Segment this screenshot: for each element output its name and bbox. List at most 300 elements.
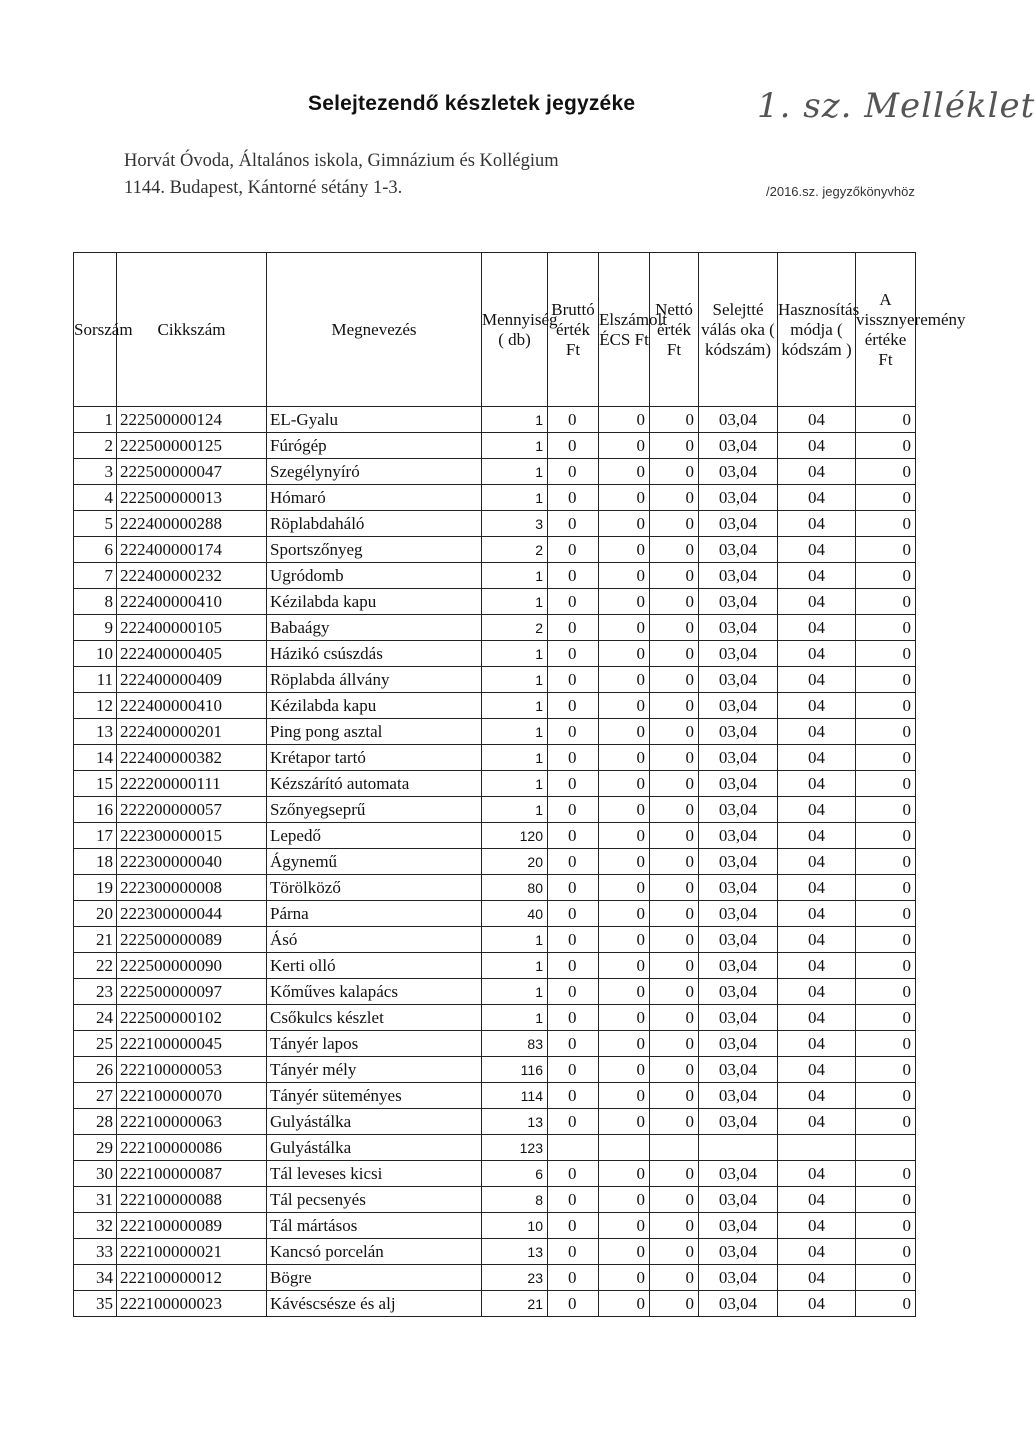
- cell-item-code: 222400000288: [117, 511, 267, 537]
- cell-depreciation: 0: [599, 693, 650, 719]
- cell-depreciation: 0: [599, 875, 650, 901]
- cell-salvage-value: 0: [856, 1239, 916, 1265]
- cell-gross-value: 0: [548, 1213, 599, 1239]
- cell-scrap-reason: 03,04: [699, 615, 778, 641]
- cell-name: Ásó: [267, 927, 482, 953]
- cell-salvage-value: 0: [856, 901, 916, 927]
- handwritten-annex-note: 1. sz. Melléklet: [757, 86, 1035, 126]
- cell-name: Tál mártásos: [267, 1213, 482, 1239]
- cell-quantity: 123: [482, 1135, 548, 1161]
- cell-serial: 18: [74, 849, 117, 875]
- col-header-depreciation: Elszámolt ÉCS Ft: [599, 253, 650, 407]
- cell-net-value: 0: [650, 719, 699, 745]
- cell-quantity: 23: [482, 1265, 548, 1291]
- cell-quantity: 1: [482, 745, 548, 771]
- cell-name: Babaágy: [267, 615, 482, 641]
- cell-gross-value: 0: [548, 1005, 599, 1031]
- cell-depreciation: 0: [599, 485, 650, 511]
- cell-utilization: 04: [778, 797, 856, 823]
- cell-name: Tányér mély: [267, 1057, 482, 1083]
- cell-quantity: 20: [482, 849, 548, 875]
- cell-net-value: 0: [650, 433, 699, 459]
- cell-net-value: 0: [650, 745, 699, 771]
- cell-gross-value: 0: [548, 953, 599, 979]
- cell-item-code: 222400000382: [117, 745, 267, 771]
- cell-net-value: 0: [650, 485, 699, 511]
- cell-utilization: 04: [778, 407, 856, 433]
- table-row: [74, 797, 916, 823]
- cell-salvage-value: 0: [856, 745, 916, 771]
- cell-salvage-value: 0: [856, 1161, 916, 1187]
- cell-gross-value: 0: [548, 1291, 599, 1317]
- col-header-serial: Sorszám: [74, 253, 117, 407]
- cell-name: Kerti olló: [267, 953, 482, 979]
- cell-serial: 13: [74, 719, 117, 745]
- cell-utilization: 04: [778, 719, 856, 745]
- cell-scrap-reason: 03,04: [699, 1213, 778, 1239]
- cell-name: Tányér süteményes: [267, 1083, 482, 1109]
- cell-net-value: 0: [650, 979, 699, 1005]
- cell-scrap-reason: 03,04: [699, 407, 778, 433]
- cell-serial: 5: [74, 511, 117, 537]
- cell-serial: 4: [74, 485, 117, 511]
- table-header-row: [74, 253, 916, 407]
- cell-salvage-value: 0: [856, 797, 916, 823]
- cell-salvage-value: 0: [856, 719, 916, 745]
- cell-serial: 8: [74, 589, 117, 615]
- cell-gross-value: 0: [548, 1057, 599, 1083]
- cell-serial: 26: [74, 1057, 117, 1083]
- cell-utilization: 04: [778, 823, 856, 849]
- cell-gross-value: 0: [548, 1239, 599, 1265]
- cell-name: Fúrógép: [267, 433, 482, 459]
- cell-salvage-value: 0: [856, 1291, 916, 1317]
- cell-item-code: 222500000124: [117, 407, 267, 433]
- table-row: [74, 511, 916, 537]
- cell-scrap-reason: 03,04: [699, 1057, 778, 1083]
- cell-net-value: 0: [650, 1161, 699, 1187]
- cell-net-value: 0: [650, 511, 699, 537]
- cell-name: Gulyástálka: [267, 1135, 482, 1161]
- cell-salvage-value: 0: [856, 1187, 916, 1213]
- table-row: [74, 589, 916, 615]
- cell-scrap-reason: 03,04: [699, 901, 778, 927]
- cell-depreciation: 0: [599, 927, 650, 953]
- cell-serial: 30: [74, 1161, 117, 1187]
- cell-item-code: 222500000013: [117, 485, 267, 511]
- cell-serial: 10: [74, 641, 117, 667]
- cell-salvage-value: 0: [856, 875, 916, 901]
- col-header-name: Megnevezés: [267, 253, 482, 407]
- cell-utilization: 04: [778, 849, 856, 875]
- cell-quantity: 114: [482, 1083, 548, 1109]
- cell-quantity: 1: [482, 1005, 548, 1031]
- cell-salvage-value: 0: [856, 1109, 916, 1135]
- col-header-utilization: Hasznosítás módja ( kódszám ): [778, 253, 856, 407]
- cell-utilization: 04: [778, 771, 856, 797]
- cell-depreciation: 0: [599, 1161, 650, 1187]
- cell-scrap-reason: 03,04: [699, 485, 778, 511]
- cell-quantity: 1: [482, 407, 548, 433]
- table-row: [74, 1161, 916, 1187]
- cell-quantity: 1: [482, 953, 548, 979]
- cell-net-value: 0: [650, 563, 699, 589]
- cell-net-value: 0: [650, 615, 699, 641]
- table-row: [74, 719, 916, 745]
- cell-depreciation: 0: [599, 1109, 650, 1135]
- cell-serial: 25: [74, 1031, 117, 1057]
- table-row: [74, 1135, 916, 1161]
- cell-scrap-reason: 03,04: [699, 641, 778, 667]
- cell-name: Kézszárító automata: [267, 771, 482, 797]
- cell-gross-value: 0: [548, 823, 599, 849]
- cell-scrap-reason: 03,04: [699, 1031, 778, 1057]
- cell-name: Lepedő: [267, 823, 482, 849]
- cell-salvage-value: 0: [856, 979, 916, 1005]
- table-row: [74, 1239, 916, 1265]
- cell-serial: 27: [74, 1083, 117, 1109]
- cell-net-value: 0: [650, 927, 699, 953]
- cell-item-code: 222300000044: [117, 901, 267, 927]
- cell-quantity: 80: [482, 875, 548, 901]
- cell-name: Röplabdaháló: [267, 511, 482, 537]
- cell-scrap-reason: 03,04: [699, 979, 778, 1005]
- cell-net-value: 0: [650, 849, 699, 875]
- cell-item-code: 222100000023: [117, 1291, 267, 1317]
- cell-depreciation: [599, 1135, 650, 1161]
- col-header-salvage-value: A vissznyeremény értéke Ft: [856, 253, 916, 407]
- cell-gross-value: 0: [548, 589, 599, 615]
- cell-quantity: 1: [482, 459, 548, 485]
- cell-depreciation: 0: [599, 1187, 650, 1213]
- cell-item-code: 222200000111: [117, 771, 267, 797]
- table-row: [74, 849, 916, 875]
- cell-net-value: [650, 1135, 699, 1161]
- cell-item-code: 222500000047: [117, 459, 267, 485]
- cell-scrap-reason: 03,04: [699, 1265, 778, 1291]
- cell-serial: 12: [74, 693, 117, 719]
- cell-utilization: 04: [778, 745, 856, 771]
- cell-serial: 1: [74, 407, 117, 433]
- cell-item-code: 222300000040: [117, 849, 267, 875]
- cell-scrap-reason: 03,04: [699, 823, 778, 849]
- cell-scrap-reason: 03,04: [699, 771, 778, 797]
- cell-utilization: 04: [778, 927, 856, 953]
- cell-gross-value: 0: [548, 667, 599, 693]
- cell-scrap-reason: 03,04: [699, 1005, 778, 1031]
- cell-utilization: 04: [778, 485, 856, 511]
- cell-scrap-reason: 03,04: [699, 433, 778, 459]
- cell-serial: 24: [74, 1005, 117, 1031]
- cell-salvage-value: 0: [856, 927, 916, 953]
- cell-net-value: 0: [650, 953, 699, 979]
- cell-name: Hómaró: [267, 485, 482, 511]
- cell-item-code: 222400000410: [117, 589, 267, 615]
- cell-scrap-reason: 03,04: [699, 537, 778, 563]
- cell-quantity: 10: [482, 1213, 548, 1239]
- cell-scrap-reason: 03,04: [699, 1187, 778, 1213]
- cell-scrap-reason: [699, 1135, 778, 1161]
- cell-name: Ping pong asztal: [267, 719, 482, 745]
- cell-name: Szőnyegseprű: [267, 797, 482, 823]
- cell-utilization: 04: [778, 1057, 856, 1083]
- cell-depreciation: 0: [599, 1213, 650, 1239]
- cell-quantity: 3: [482, 511, 548, 537]
- cell-gross-value: 0: [548, 719, 599, 745]
- cell-depreciation: 0: [599, 1265, 650, 1291]
- cell-item-code: 222400000232: [117, 563, 267, 589]
- cell-utilization: 04: [778, 901, 856, 927]
- cell-scrap-reason: 03,04: [699, 589, 778, 615]
- cell-utilization: 04: [778, 953, 856, 979]
- cell-depreciation: 0: [599, 1005, 650, 1031]
- cell-quantity: 1: [482, 589, 548, 615]
- cell-utilization: 04: [778, 1291, 856, 1317]
- cell-item-code: 222500000089: [117, 927, 267, 953]
- cell-net-value: 0: [650, 407, 699, 433]
- cell-item-code: 222100000021: [117, 1239, 267, 1265]
- cell-gross-value: 0: [548, 1161, 599, 1187]
- cell-quantity: 1: [482, 485, 548, 511]
- cell-utilization: 04: [778, 1031, 856, 1057]
- cell-quantity: 1: [482, 771, 548, 797]
- cell-scrap-reason: 03,04: [699, 797, 778, 823]
- cell-item-code: 222400000409: [117, 667, 267, 693]
- table-row: [74, 485, 916, 511]
- cell-gross-value: 0: [548, 849, 599, 875]
- cell-utilization: 04: [778, 693, 856, 719]
- cell-quantity: 1: [482, 563, 548, 589]
- cell-utilization: 04: [778, 433, 856, 459]
- cell-net-value: 0: [650, 1291, 699, 1317]
- cell-gross-value: 0: [548, 745, 599, 771]
- cell-net-value: 0: [650, 537, 699, 563]
- minutes-reference: /2016.sz. jegyzőkönyvhöz: [766, 184, 915, 199]
- cell-item-code: 222500000102: [117, 1005, 267, 1031]
- col-header-gross-value: Bruttó érték Ft: [548, 253, 599, 407]
- cell-scrap-reason: 03,04: [699, 745, 778, 771]
- cell-name: Tál pecsenyés: [267, 1187, 482, 1213]
- cell-gross-value: 0: [548, 485, 599, 511]
- cell-quantity: 40: [482, 901, 548, 927]
- cell-quantity: 1: [482, 927, 548, 953]
- cell-scrap-reason: 03,04: [699, 563, 778, 589]
- table-row: [74, 615, 916, 641]
- cell-serial: 35: [74, 1291, 117, 1317]
- cell-depreciation: 0: [599, 511, 650, 537]
- table-row: [74, 459, 916, 485]
- cell-serial: 23: [74, 979, 117, 1005]
- cell-item-code: 222200000057: [117, 797, 267, 823]
- table-row: [74, 433, 916, 459]
- cell-name: Kávéscsésze és alj: [267, 1291, 482, 1317]
- cell-gross-value: 0: [548, 1109, 599, 1135]
- col-header-scrap-reason: Selejtté válás oka ( kódszám): [699, 253, 778, 407]
- cell-name: Törölköző: [267, 875, 482, 901]
- cell-scrap-reason: 03,04: [699, 927, 778, 953]
- cell-serial: 20: [74, 901, 117, 927]
- cell-item-code: 222100000089: [117, 1213, 267, 1239]
- cell-serial: 22: [74, 953, 117, 979]
- cell-serial: 34: [74, 1265, 117, 1291]
- cell-item-code: 222300000008: [117, 875, 267, 901]
- cell-gross-value: 0: [548, 1083, 599, 1109]
- cell-gross-value: 0: [548, 1265, 599, 1291]
- cell-name: Ágynemű: [267, 849, 482, 875]
- cell-depreciation: 0: [599, 433, 650, 459]
- cell-serial: 32: [74, 1213, 117, 1239]
- cell-salvage-value: 0: [856, 1083, 916, 1109]
- cell-name: Csőkulcs készlet: [267, 1005, 482, 1031]
- table-row: [74, 693, 916, 719]
- cell-net-value: 0: [650, 693, 699, 719]
- cell-net-value: 0: [650, 1239, 699, 1265]
- cell-serial: 15: [74, 771, 117, 797]
- cell-utilization: 04: [778, 563, 856, 589]
- inventory-table: [73, 252, 966, 1317]
- cell-utilization: 04: [778, 641, 856, 667]
- cell-net-value: 0: [650, 1213, 699, 1239]
- cell-utilization: 04: [778, 537, 856, 563]
- cell-name: Krétapor tartó: [267, 745, 482, 771]
- cell-item-code: 222100000012: [117, 1265, 267, 1291]
- institution-address: 1144. Budapest, Kántorné sétány 1-3.: [124, 178, 403, 198]
- cell-serial: 16: [74, 797, 117, 823]
- cell-name: Párna: [267, 901, 482, 927]
- cell-utilization: 04: [778, 1265, 856, 1291]
- cell-depreciation: 0: [599, 823, 650, 849]
- cell-quantity: 120: [482, 823, 548, 849]
- cell-serial: 19: [74, 875, 117, 901]
- cell-scrap-reason: 03,04: [699, 719, 778, 745]
- cell-item-code: 222400000410: [117, 693, 267, 719]
- cell-depreciation: 0: [599, 797, 650, 823]
- cell-net-value: 0: [650, 1265, 699, 1291]
- cell-scrap-reason: 03,04: [699, 693, 778, 719]
- cell-net-value: 0: [650, 875, 699, 901]
- cell-depreciation: 0: [599, 615, 650, 641]
- cell-net-value: 0: [650, 641, 699, 667]
- cell-net-value: 0: [650, 823, 699, 849]
- cell-utilization: 04: [778, 1083, 856, 1109]
- cell-name: Tál leveses kicsi: [267, 1161, 482, 1187]
- cell-salvage-value: 0: [856, 1005, 916, 1031]
- cell-name: Bögre: [267, 1265, 482, 1291]
- cell-depreciation: 0: [599, 719, 650, 745]
- cell-quantity: 21: [482, 1291, 548, 1317]
- table-body: [74, 407, 916, 1317]
- cell-quantity: 1: [482, 797, 548, 823]
- cell-serial: 17: [74, 823, 117, 849]
- cell-salvage-value: 0: [856, 407, 916, 433]
- cell-quantity: 2: [482, 615, 548, 641]
- cell-quantity: 13: [482, 1109, 548, 1135]
- table-row: [74, 901, 916, 927]
- table-row: [74, 1187, 916, 1213]
- cell-salvage-value: 0: [856, 1265, 916, 1291]
- cell-gross-value: 0: [548, 563, 599, 589]
- cell-utilization: 04: [778, 459, 856, 485]
- cell-name: Kézilabda kapu: [267, 693, 482, 719]
- cell-scrap-reason: 03,04: [699, 953, 778, 979]
- cell-scrap-reason: 03,04: [699, 511, 778, 537]
- cell-depreciation: 0: [599, 459, 650, 485]
- cell-gross-value: 0: [548, 459, 599, 485]
- cell-depreciation: 0: [599, 563, 650, 589]
- cell-item-code: 222100000088: [117, 1187, 267, 1213]
- col-header-quantity: Mennyiség ( db): [482, 253, 548, 407]
- table-row: [74, 563, 916, 589]
- table-row: [74, 1057, 916, 1083]
- cell-gross-value: 0: [548, 537, 599, 563]
- cell-salvage-value: 0: [856, 459, 916, 485]
- cell-salvage-value: 0: [856, 667, 916, 693]
- cell-utilization: 04: [778, 1187, 856, 1213]
- cell-item-code: 222500000090: [117, 953, 267, 979]
- table-row: [74, 537, 916, 563]
- cell-depreciation: 0: [599, 953, 650, 979]
- cell-salvage-value: 0: [856, 849, 916, 875]
- cell-gross-value: 0: [548, 693, 599, 719]
- table-row: [74, 1291, 916, 1317]
- cell-utilization: [778, 1135, 856, 1161]
- cell-scrap-reason: 03,04: [699, 459, 778, 485]
- cell-utilization: 04: [778, 1161, 856, 1187]
- cell-item-code: 222400000174: [117, 537, 267, 563]
- table-row: [74, 927, 916, 953]
- cell-salvage-value: 0: [856, 641, 916, 667]
- cell-net-value: 0: [650, 1083, 699, 1109]
- cell-quantity: 1: [482, 979, 548, 1005]
- cell-item-code: 222400000405: [117, 641, 267, 667]
- cell-scrap-reason: 03,04: [699, 1083, 778, 1109]
- table-row: [74, 823, 916, 849]
- cell-gross-value: 0: [548, 797, 599, 823]
- cell-serial: 3: [74, 459, 117, 485]
- cell-gross-value: 0: [548, 615, 599, 641]
- cell-serial: 9: [74, 615, 117, 641]
- cell-scrap-reason: 03,04: [699, 1239, 778, 1265]
- cell-item-code: 222100000070: [117, 1083, 267, 1109]
- table-row: [74, 1213, 916, 1239]
- cell-net-value: 0: [650, 459, 699, 485]
- cell-serial: 14: [74, 745, 117, 771]
- cell-utilization: 04: [778, 667, 856, 693]
- cell-salvage-value: 0: [856, 1057, 916, 1083]
- cell-salvage-value: 0: [856, 823, 916, 849]
- cell-gross-value: [548, 1135, 599, 1161]
- cell-net-value: 0: [650, 771, 699, 797]
- cell-item-code: 222500000097: [117, 979, 267, 1005]
- cell-item-code: 222300000015: [117, 823, 267, 849]
- table-row: [74, 1005, 916, 1031]
- cell-item-code: 222100000063: [117, 1109, 267, 1135]
- cell-item-code: 222500000125: [117, 433, 267, 459]
- cell-utilization: 04: [778, 979, 856, 1005]
- cell-depreciation: 0: [599, 901, 650, 927]
- cell-item-code: 222100000087: [117, 1161, 267, 1187]
- cell-quantity: 13: [482, 1239, 548, 1265]
- cell-scrap-reason: 03,04: [699, 1161, 778, 1187]
- cell-scrap-reason: 03,04: [699, 1109, 778, 1135]
- cell-quantity: 8: [482, 1187, 548, 1213]
- cell-utilization: 04: [778, 1239, 856, 1265]
- cell-scrap-reason: 03,04: [699, 875, 778, 901]
- cell-depreciation: 0: [599, 979, 650, 1005]
- table-row: [74, 407, 916, 433]
- cell-salvage-value: 0: [856, 511, 916, 537]
- cell-item-code: 222100000086: [117, 1135, 267, 1161]
